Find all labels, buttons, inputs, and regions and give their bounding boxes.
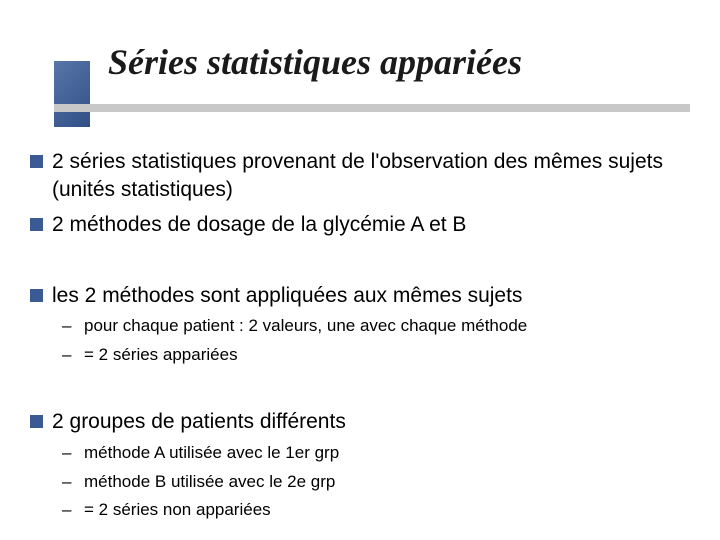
- sub-item-text: pour chaque patient : 2 valeurs, une avec chaque méthode: [84, 316, 528, 335]
- slide-title: Séries statistiques appariées: [108, 42, 523, 82]
- sub-item-text: = 2 séries non appariées: [84, 500, 271, 519]
- bullet-text: 2 séries statistiques provenant de l'observation des mêmes sujets (unités statistiques): [52, 150, 663, 201]
- bullet-text: les 2 méthodes sont appliquées aux mêmes sujets: [52, 284, 523, 307]
- sub-item-text: = 2 séries appariées: [84, 345, 238, 364]
- bullet-text: 2 méthodes de dosage de la glycémie A et B: [52, 213, 467, 236]
- bullet-text: 2 groupes de patients différents: [52, 410, 346, 433]
- dash-bullet-icon: –: [62, 443, 72, 462]
- dash-bullet-icon: –: [62, 316, 72, 335]
- title-underline-rule: [54, 104, 690, 112]
- square-bullet-icon: [30, 218, 43, 231]
- square-bullet-icon: [30, 289, 43, 302]
- dash-bullet-icon: –: [62, 472, 72, 491]
- dash-bullet-icon: –: [62, 500, 72, 519]
- dash-bullet-icon: –: [62, 345, 72, 364]
- square-bullet-icon: [30, 415, 43, 428]
- sub-item-text: méthode A utilisée avec le 1er grp: [84, 443, 340, 462]
- sub-item-text: méthode B utilisée avec le 2e grp: [84, 472, 336, 491]
- title-decoration-square: [54, 61, 90, 127]
- square-bullet-icon: [30, 155, 43, 168]
